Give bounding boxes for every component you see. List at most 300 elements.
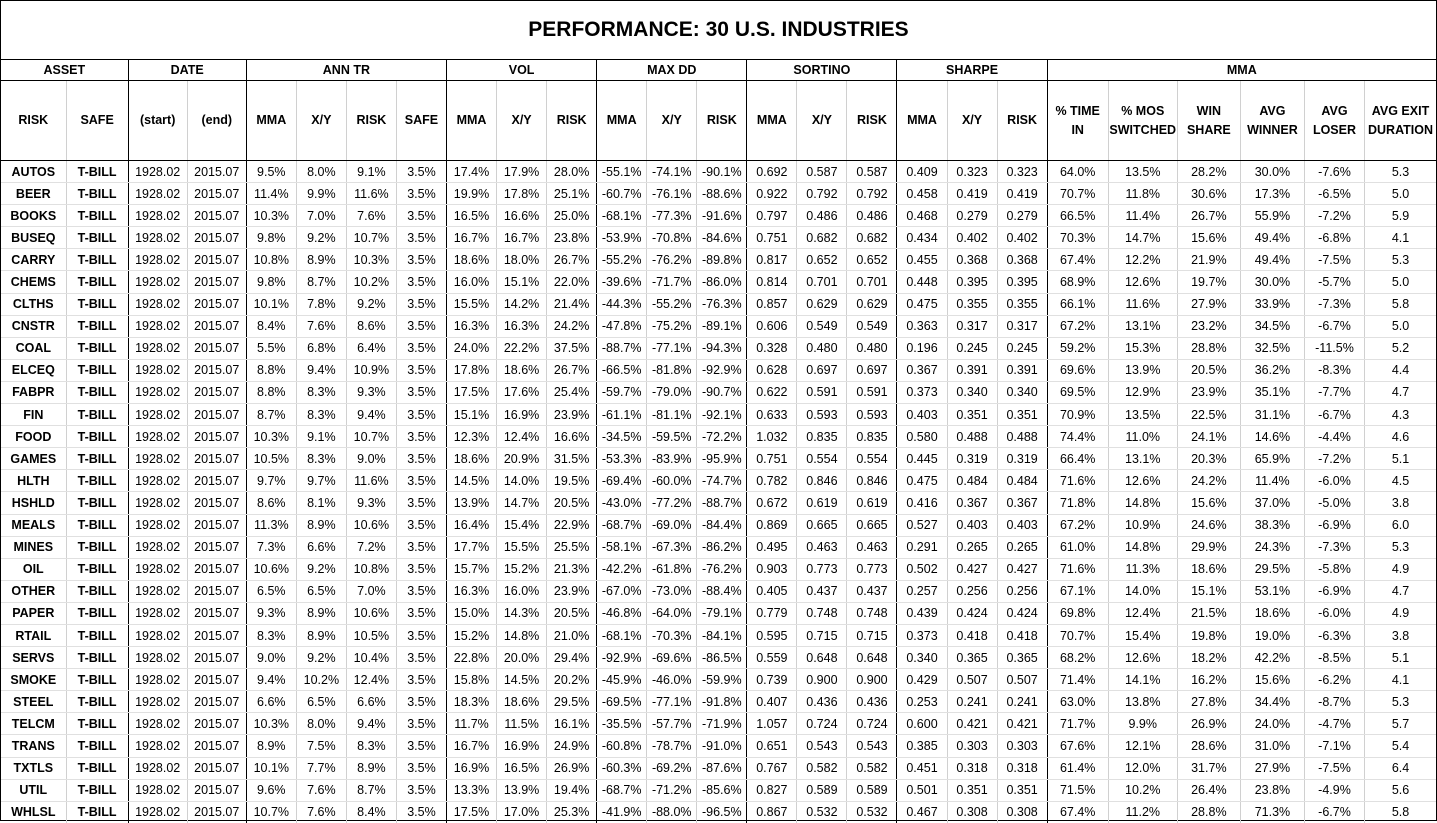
column-header: RISK bbox=[997, 81, 1047, 161]
table-cell: 37.5% bbox=[547, 337, 597, 359]
table-cell: 1928.02 bbox=[128, 492, 187, 514]
table-cell: 3.5% bbox=[396, 227, 446, 249]
group-header-vol: VOL bbox=[447, 60, 597, 81]
table-cell: 0.421 bbox=[947, 713, 997, 735]
table-cell: -92.1% bbox=[697, 404, 747, 426]
table-cell: 0.622 bbox=[747, 381, 797, 403]
table-cell: 4.1 bbox=[1365, 669, 1436, 691]
table-cell: -4.4% bbox=[1304, 426, 1364, 448]
table-cell: 18.0% bbox=[497, 249, 547, 271]
table-cell: 14.0% bbox=[497, 470, 547, 492]
table-cell: 0.317 bbox=[997, 315, 1047, 337]
table-cell: 5.1 bbox=[1365, 448, 1436, 470]
table-cell: -83.9% bbox=[647, 448, 697, 470]
table-cell: -8.7% bbox=[1304, 691, 1364, 713]
table-cell: 1928.02 bbox=[128, 426, 187, 448]
table-cell: 8.3% bbox=[346, 735, 396, 757]
group-header-date: DATE bbox=[128, 60, 246, 81]
table-cell: 3.5% bbox=[396, 757, 446, 779]
table-cell: 34.5% bbox=[1240, 315, 1304, 337]
table-cell: 8.9% bbox=[296, 514, 346, 536]
table-cell: 12.3% bbox=[447, 426, 497, 448]
table-cell: 22.8% bbox=[447, 647, 497, 669]
table-cell: 0.724 bbox=[797, 713, 847, 735]
table-cell: 0.328 bbox=[747, 337, 797, 359]
column-header: RISK bbox=[1, 81, 66, 161]
table-cell: 0.196 bbox=[897, 337, 947, 359]
table-cell: 0.463 bbox=[797, 536, 847, 558]
table-cell: 1928.02 bbox=[128, 669, 187, 691]
table-cell: 23.9% bbox=[547, 580, 597, 602]
table-cell: 0.245 bbox=[997, 337, 1047, 359]
table-cell: 5.8 bbox=[1365, 293, 1436, 315]
table-cell: 0.817 bbox=[747, 249, 797, 271]
table-cell: 8.4% bbox=[346, 801, 396, 823]
table-cell: 66.5% bbox=[1047, 205, 1108, 227]
table-cell: 20.5% bbox=[1177, 359, 1240, 381]
table-cell: 0.434 bbox=[897, 227, 947, 249]
table-cell: 17.8% bbox=[497, 183, 547, 205]
table-cell: 11.8% bbox=[1108, 183, 1177, 205]
table-cell: 0.554 bbox=[797, 448, 847, 470]
table-cell: -68.1% bbox=[597, 624, 647, 646]
table-cell: 0.279 bbox=[947, 205, 997, 227]
group-header-sharpe: SHARPE bbox=[897, 60, 1047, 81]
table-cell: 0.748 bbox=[797, 602, 847, 624]
table-cell: 16.7% bbox=[447, 227, 497, 249]
table-cell: -71.9% bbox=[697, 713, 747, 735]
table-cell: -6.9% bbox=[1304, 580, 1364, 602]
table-cell: 9.8% bbox=[246, 227, 296, 249]
table-row bbox=[1, 669, 1436, 691]
table-cell: 1.057 bbox=[747, 713, 797, 735]
table-cell: 15.2% bbox=[447, 624, 497, 646]
table-cell: 12.6% bbox=[1108, 271, 1177, 293]
table-cell: 0.633 bbox=[747, 404, 797, 426]
table-cell: 1928.02 bbox=[128, 514, 187, 536]
table-cell: T-BILL bbox=[66, 691, 128, 713]
table-cell: 0.773 bbox=[797, 558, 847, 580]
table-cell: 0.256 bbox=[997, 580, 1047, 602]
table-cell: -70.3% bbox=[647, 624, 697, 646]
table-cell: T-BILL bbox=[66, 183, 128, 205]
table-cell: T-BILL bbox=[66, 536, 128, 558]
table-cell: 7.2% bbox=[346, 536, 396, 558]
table-cell: 24.2% bbox=[547, 315, 597, 337]
table-cell: 0.402 bbox=[997, 227, 1047, 249]
table-cell: 70.7% bbox=[1047, 183, 1108, 205]
row-asset-name: WHLSL bbox=[1, 801, 66, 823]
table-cell: 1928.02 bbox=[128, 161, 187, 183]
table-cell: -8.5% bbox=[1304, 647, 1364, 669]
table-cell: 0.751 bbox=[747, 227, 797, 249]
table-cell: 1928.02 bbox=[128, 205, 187, 227]
table-cell: 24.6% bbox=[1177, 514, 1240, 536]
table-cell: 9.2% bbox=[346, 293, 396, 315]
row-asset-name: PAPER bbox=[1, 602, 66, 624]
column-header: X/Y bbox=[296, 81, 346, 161]
table-cell: 15.2% bbox=[497, 558, 547, 580]
table-cell: -59.7% bbox=[597, 381, 647, 403]
table-cell: 66.1% bbox=[1047, 293, 1108, 315]
table-cell: 30.0% bbox=[1240, 271, 1304, 293]
row-asset-name: TELCM bbox=[1, 713, 66, 735]
table-cell: 18.3% bbox=[447, 691, 497, 713]
table-cell: 1928.02 bbox=[128, 249, 187, 271]
column-header: MMA bbox=[246, 81, 296, 161]
table-cell: 16.5% bbox=[447, 205, 497, 227]
table-cell: 24.1% bbox=[1177, 426, 1240, 448]
table-cell: 15.6% bbox=[1240, 669, 1304, 691]
table-cell: 6.6% bbox=[296, 536, 346, 558]
table-cell: 0.629 bbox=[847, 293, 897, 315]
row-asset-name: GAMES bbox=[1, 448, 66, 470]
table-cell: 0.429 bbox=[897, 669, 947, 691]
table-cell: 0.351 bbox=[997, 404, 1047, 426]
table-cell: 10.3% bbox=[246, 713, 296, 735]
row-asset-name: BEER bbox=[1, 183, 66, 205]
group-header-mma: MMA bbox=[1047, 60, 1436, 81]
table-cell: 0.373 bbox=[897, 624, 947, 646]
table-cell: 0.368 bbox=[947, 249, 997, 271]
table-cell: 26.7% bbox=[547, 249, 597, 271]
table-cell: 20.5% bbox=[547, 492, 597, 514]
table-cell: 28.2% bbox=[1177, 161, 1240, 183]
table-cell: 0.593 bbox=[797, 404, 847, 426]
table-cell: 0.648 bbox=[847, 647, 897, 669]
table-cell: 0.445 bbox=[897, 448, 947, 470]
table-cell: 0.475 bbox=[897, 293, 947, 315]
table-cell: 26.7% bbox=[1177, 205, 1240, 227]
table-cell: 4.6 bbox=[1365, 426, 1436, 448]
table-cell: 10.8% bbox=[346, 558, 396, 580]
table-cell: 0.507 bbox=[997, 669, 1047, 691]
table-cell: 5.4 bbox=[1365, 735, 1436, 757]
table-row bbox=[1, 691, 1436, 713]
table-cell: 0.419 bbox=[997, 183, 1047, 205]
table-cell: -60.8% bbox=[597, 735, 647, 757]
table-cell: 0.436 bbox=[847, 691, 897, 713]
table-cell: 1928.02 bbox=[128, 779, 187, 801]
table-cell: 18.6% bbox=[447, 448, 497, 470]
table-cell: 1928.02 bbox=[128, 558, 187, 580]
row-asset-name: CLTHS bbox=[1, 293, 66, 315]
table-cell: 25.3% bbox=[547, 801, 597, 823]
table-cell: 59.2% bbox=[1047, 337, 1108, 359]
table-cell: -69.6% bbox=[647, 647, 697, 669]
table-cell: -60.0% bbox=[647, 470, 697, 492]
table-cell: 4.9 bbox=[1365, 602, 1436, 624]
table-cell: 0.373 bbox=[897, 381, 947, 403]
table-cell: 3.5% bbox=[396, 779, 446, 801]
table-cell: 11.6% bbox=[1108, 293, 1177, 315]
table-cell: 0.582 bbox=[847, 757, 897, 779]
table-cell: 36.2% bbox=[1240, 359, 1304, 381]
table-cell: 0.405 bbox=[747, 580, 797, 602]
table-cell: 0.475 bbox=[897, 470, 947, 492]
table-cell: 0.486 bbox=[797, 205, 847, 227]
table-cell: -71.2% bbox=[647, 779, 697, 801]
table-cell: 1928.02 bbox=[128, 448, 187, 470]
table-cell: 21.4% bbox=[547, 293, 597, 315]
table-cell: -7.3% bbox=[1304, 293, 1364, 315]
table-cell: -77.3% bbox=[647, 205, 697, 227]
table-cell: 2015.07 bbox=[187, 580, 246, 602]
table-cell: 0.682 bbox=[797, 227, 847, 249]
table-cell: 65.9% bbox=[1240, 448, 1304, 470]
table-cell: 0.814 bbox=[747, 271, 797, 293]
table-cell: 22.0% bbox=[547, 271, 597, 293]
table-cell: 61.0% bbox=[1047, 536, 1108, 558]
table-cell: 0.619 bbox=[847, 492, 897, 514]
table-cell: 12.4% bbox=[497, 426, 547, 448]
table-cell: 10.1% bbox=[246, 757, 296, 779]
table-cell: 0.391 bbox=[947, 359, 997, 381]
table-row bbox=[1, 624, 1436, 646]
table-cell: 20.5% bbox=[547, 602, 597, 624]
table-cell: 0.424 bbox=[997, 602, 1047, 624]
table-cell: 0.303 bbox=[997, 735, 1047, 757]
table-cell: -5.0% bbox=[1304, 492, 1364, 514]
column-header: RISK bbox=[547, 81, 597, 161]
table-cell: 11.5% bbox=[497, 713, 547, 735]
table-cell: 8.0% bbox=[296, 713, 346, 735]
table-cell: 0.424 bbox=[947, 602, 997, 624]
table-cell: 3.8 bbox=[1365, 492, 1436, 514]
row-asset-name: TXTLS bbox=[1, 757, 66, 779]
table-cell: 1928.02 bbox=[128, 381, 187, 403]
table-cell: 0.501 bbox=[897, 779, 947, 801]
table-cell: 9.2% bbox=[296, 558, 346, 580]
table-cell: 0.792 bbox=[847, 183, 897, 205]
table-cell: 16.3% bbox=[447, 315, 497, 337]
table-cell: 10.7% bbox=[346, 426, 396, 448]
table-cell: 4.4 bbox=[1365, 359, 1436, 381]
table-cell: 71.5% bbox=[1047, 779, 1108, 801]
table-cell: 10.1% bbox=[246, 293, 296, 315]
table-cell: 0.363 bbox=[897, 315, 947, 337]
table-cell: 9.1% bbox=[346, 161, 396, 183]
table-cell: -90.7% bbox=[697, 381, 747, 403]
table-cell: 0.835 bbox=[847, 426, 897, 448]
table-cell: 0.385 bbox=[897, 735, 947, 757]
table-cell: 7.6% bbox=[296, 315, 346, 337]
table-cell: T-BILL bbox=[66, 492, 128, 514]
table-cell: 3.5% bbox=[396, 558, 446, 580]
row-asset-name: OIL bbox=[1, 558, 66, 580]
table-cell: 16.9% bbox=[497, 735, 547, 757]
table-cell: 19.7% bbox=[1177, 271, 1240, 293]
table-cell: 3.8 bbox=[1365, 624, 1436, 646]
table-cell: 1928.02 bbox=[128, 647, 187, 669]
table-cell: T-BILL bbox=[66, 713, 128, 735]
table-cell: 16.9% bbox=[497, 404, 547, 426]
table-cell: 11.0% bbox=[1108, 426, 1177, 448]
table-cell: 1928.02 bbox=[128, 757, 187, 779]
table-cell: 14.7% bbox=[1108, 227, 1177, 249]
table-cell: 9.0% bbox=[346, 448, 396, 470]
table-row bbox=[1, 205, 1436, 227]
table-cell: 0.439 bbox=[897, 602, 947, 624]
table-cell: 13.9% bbox=[1108, 359, 1177, 381]
group-header-row bbox=[1, 60, 1436, 81]
table-cell: 7.5% bbox=[296, 735, 346, 757]
table-row bbox=[1, 426, 1436, 448]
table-row bbox=[1, 470, 1436, 492]
table-cell: 67.4% bbox=[1047, 249, 1108, 271]
table-cell: 19.4% bbox=[547, 779, 597, 801]
table-cell: 4.1 bbox=[1365, 227, 1436, 249]
table-cell: -69.0% bbox=[647, 514, 697, 536]
table-row bbox=[1, 757, 1436, 779]
table-row bbox=[1, 514, 1436, 536]
table-cell: 49.4% bbox=[1240, 249, 1304, 271]
column-header: % MOS SWITCHED bbox=[1108, 81, 1177, 161]
column-header: X/Y bbox=[647, 81, 697, 161]
table-cell: 3.5% bbox=[396, 315, 446, 337]
table-cell: 69.5% bbox=[1047, 381, 1108, 403]
table-cell: 0.593 bbox=[847, 404, 897, 426]
table-cell: -4.9% bbox=[1304, 779, 1364, 801]
column-header: AVG WINNER bbox=[1240, 81, 1304, 161]
table-cell: 15.0% bbox=[447, 602, 497, 624]
table-cell: 6.8% bbox=[296, 337, 346, 359]
table-cell: -7.6% bbox=[1304, 161, 1364, 183]
table-cell: 18.6% bbox=[497, 691, 547, 713]
table-cell: 16.6% bbox=[547, 426, 597, 448]
table-cell: 18.6% bbox=[1240, 602, 1304, 624]
table-cell: 64.0% bbox=[1047, 161, 1108, 183]
table-cell: 4.9 bbox=[1365, 558, 1436, 580]
table-cell: 22.5% bbox=[1177, 404, 1240, 426]
table-cell: -67.3% bbox=[647, 536, 697, 558]
table-cell: 8.7% bbox=[296, 271, 346, 293]
table-cell: 20.3% bbox=[1177, 448, 1240, 470]
table-cell: 0.587 bbox=[847, 161, 897, 183]
table-cell: 17.4% bbox=[447, 161, 497, 183]
table-cell: 1928.02 bbox=[128, 315, 187, 337]
table-cell: 0.532 bbox=[847, 801, 897, 823]
group-header-max-dd: MAX DD bbox=[597, 60, 747, 81]
table-cell: T-BILL bbox=[66, 735, 128, 757]
table-cell: 33.9% bbox=[1240, 293, 1304, 315]
table-cell: 13.5% bbox=[1108, 404, 1177, 426]
table-cell: -6.2% bbox=[1304, 669, 1364, 691]
column-header: MMA bbox=[747, 81, 797, 161]
table-cell: 12.1% bbox=[1108, 735, 1177, 757]
table-cell: 8.9% bbox=[246, 735, 296, 757]
table-cell: -7.1% bbox=[1304, 735, 1364, 757]
table-cell: T-BILL bbox=[66, 293, 128, 315]
row-asset-name: RTAIL bbox=[1, 624, 66, 646]
table-cell: -76.2% bbox=[697, 558, 747, 580]
table-cell: 63.0% bbox=[1047, 691, 1108, 713]
table-cell: 2015.07 bbox=[187, 801, 246, 823]
table-cell: 2015.07 bbox=[187, 536, 246, 558]
table-cell: 0.532 bbox=[797, 801, 847, 823]
table-cell: 26.9% bbox=[547, 757, 597, 779]
table-cell: 8.8% bbox=[246, 359, 296, 381]
table-cell: 30.0% bbox=[1240, 161, 1304, 183]
table-cell: 17.9% bbox=[497, 161, 547, 183]
table-cell: -35.5% bbox=[597, 713, 647, 735]
table-cell: 0.402 bbox=[947, 227, 997, 249]
table-cell: 6.5% bbox=[296, 691, 346, 713]
table-cell: 0.265 bbox=[997, 536, 1047, 558]
table-cell: 11.4% bbox=[1108, 205, 1177, 227]
table-cell: T-BILL bbox=[66, 227, 128, 249]
table-cell: 0.303 bbox=[947, 735, 997, 757]
table-row bbox=[1, 337, 1436, 359]
table-cell: 49.4% bbox=[1240, 227, 1304, 249]
table-cell: 34.4% bbox=[1240, 691, 1304, 713]
table-cell: 0.308 bbox=[947, 801, 997, 823]
table-cell: 31.5% bbox=[547, 448, 597, 470]
table-cell: 26.9% bbox=[1177, 713, 1240, 735]
column-header: X/Y bbox=[497, 81, 547, 161]
table-cell: 21.9% bbox=[1177, 249, 1240, 271]
table-body bbox=[1, 161, 1436, 823]
table-cell: 15.3% bbox=[1108, 337, 1177, 359]
table-cell: 2015.07 bbox=[187, 271, 246, 293]
table-cell: 0.495 bbox=[747, 536, 797, 558]
table-cell: T-BILL bbox=[66, 426, 128, 448]
table-cell: 3.5% bbox=[396, 448, 446, 470]
table-cell: -88.7% bbox=[597, 337, 647, 359]
table-cell: 6.4 bbox=[1365, 757, 1436, 779]
table-cell: 0.463 bbox=[847, 536, 897, 558]
table-cell: -76.2% bbox=[647, 249, 697, 271]
table-cell: 2015.07 bbox=[187, 183, 246, 205]
table-cell: 5.0 bbox=[1365, 271, 1436, 293]
table-cell: 7.0% bbox=[346, 580, 396, 602]
table-cell: 70.9% bbox=[1047, 404, 1108, 426]
table-cell: 1928.02 bbox=[128, 624, 187, 646]
table-cell: 1928.02 bbox=[128, 470, 187, 492]
table-cell: 1928.02 bbox=[128, 713, 187, 735]
table-cell: 21.5% bbox=[1177, 602, 1240, 624]
table-cell: 8.0% bbox=[296, 161, 346, 183]
table-cell: 0.265 bbox=[947, 536, 997, 558]
table-cell: 14.8% bbox=[1108, 492, 1177, 514]
table-cell: 5.2 bbox=[1365, 337, 1436, 359]
table-cell: 1.032 bbox=[747, 426, 797, 448]
group-header-asset: ASSET bbox=[1, 60, 128, 81]
table-cell: 4.7 bbox=[1365, 381, 1436, 403]
table-cell: 0.355 bbox=[997, 293, 1047, 315]
table-cell: 0.257 bbox=[897, 580, 947, 602]
table-cell: 3.5% bbox=[396, 669, 446, 691]
table-cell: 0.355 bbox=[947, 293, 997, 315]
table-cell: 0.340 bbox=[947, 381, 997, 403]
table-cell: 24.3% bbox=[1240, 536, 1304, 558]
table-cell: 8.9% bbox=[296, 602, 346, 624]
table-cell: 0.846 bbox=[797, 470, 847, 492]
table-cell: 25.0% bbox=[547, 205, 597, 227]
column-header: AVG EXIT DURATION bbox=[1365, 81, 1436, 161]
table-cell: 0.591 bbox=[797, 381, 847, 403]
table-cell: 0.480 bbox=[797, 337, 847, 359]
table-cell: 8.9% bbox=[346, 757, 396, 779]
table-cell: 12.6% bbox=[1108, 647, 1177, 669]
table-cell: 20.9% bbox=[497, 448, 547, 470]
table-cell: 7.6% bbox=[346, 205, 396, 227]
table-cell: 1928.02 bbox=[128, 735, 187, 757]
table-cell: 8.6% bbox=[346, 315, 396, 337]
table-cell: 9.0% bbox=[246, 647, 296, 669]
table-cell: -44.3% bbox=[597, 293, 647, 315]
table-cell: 1928.02 bbox=[128, 271, 187, 293]
